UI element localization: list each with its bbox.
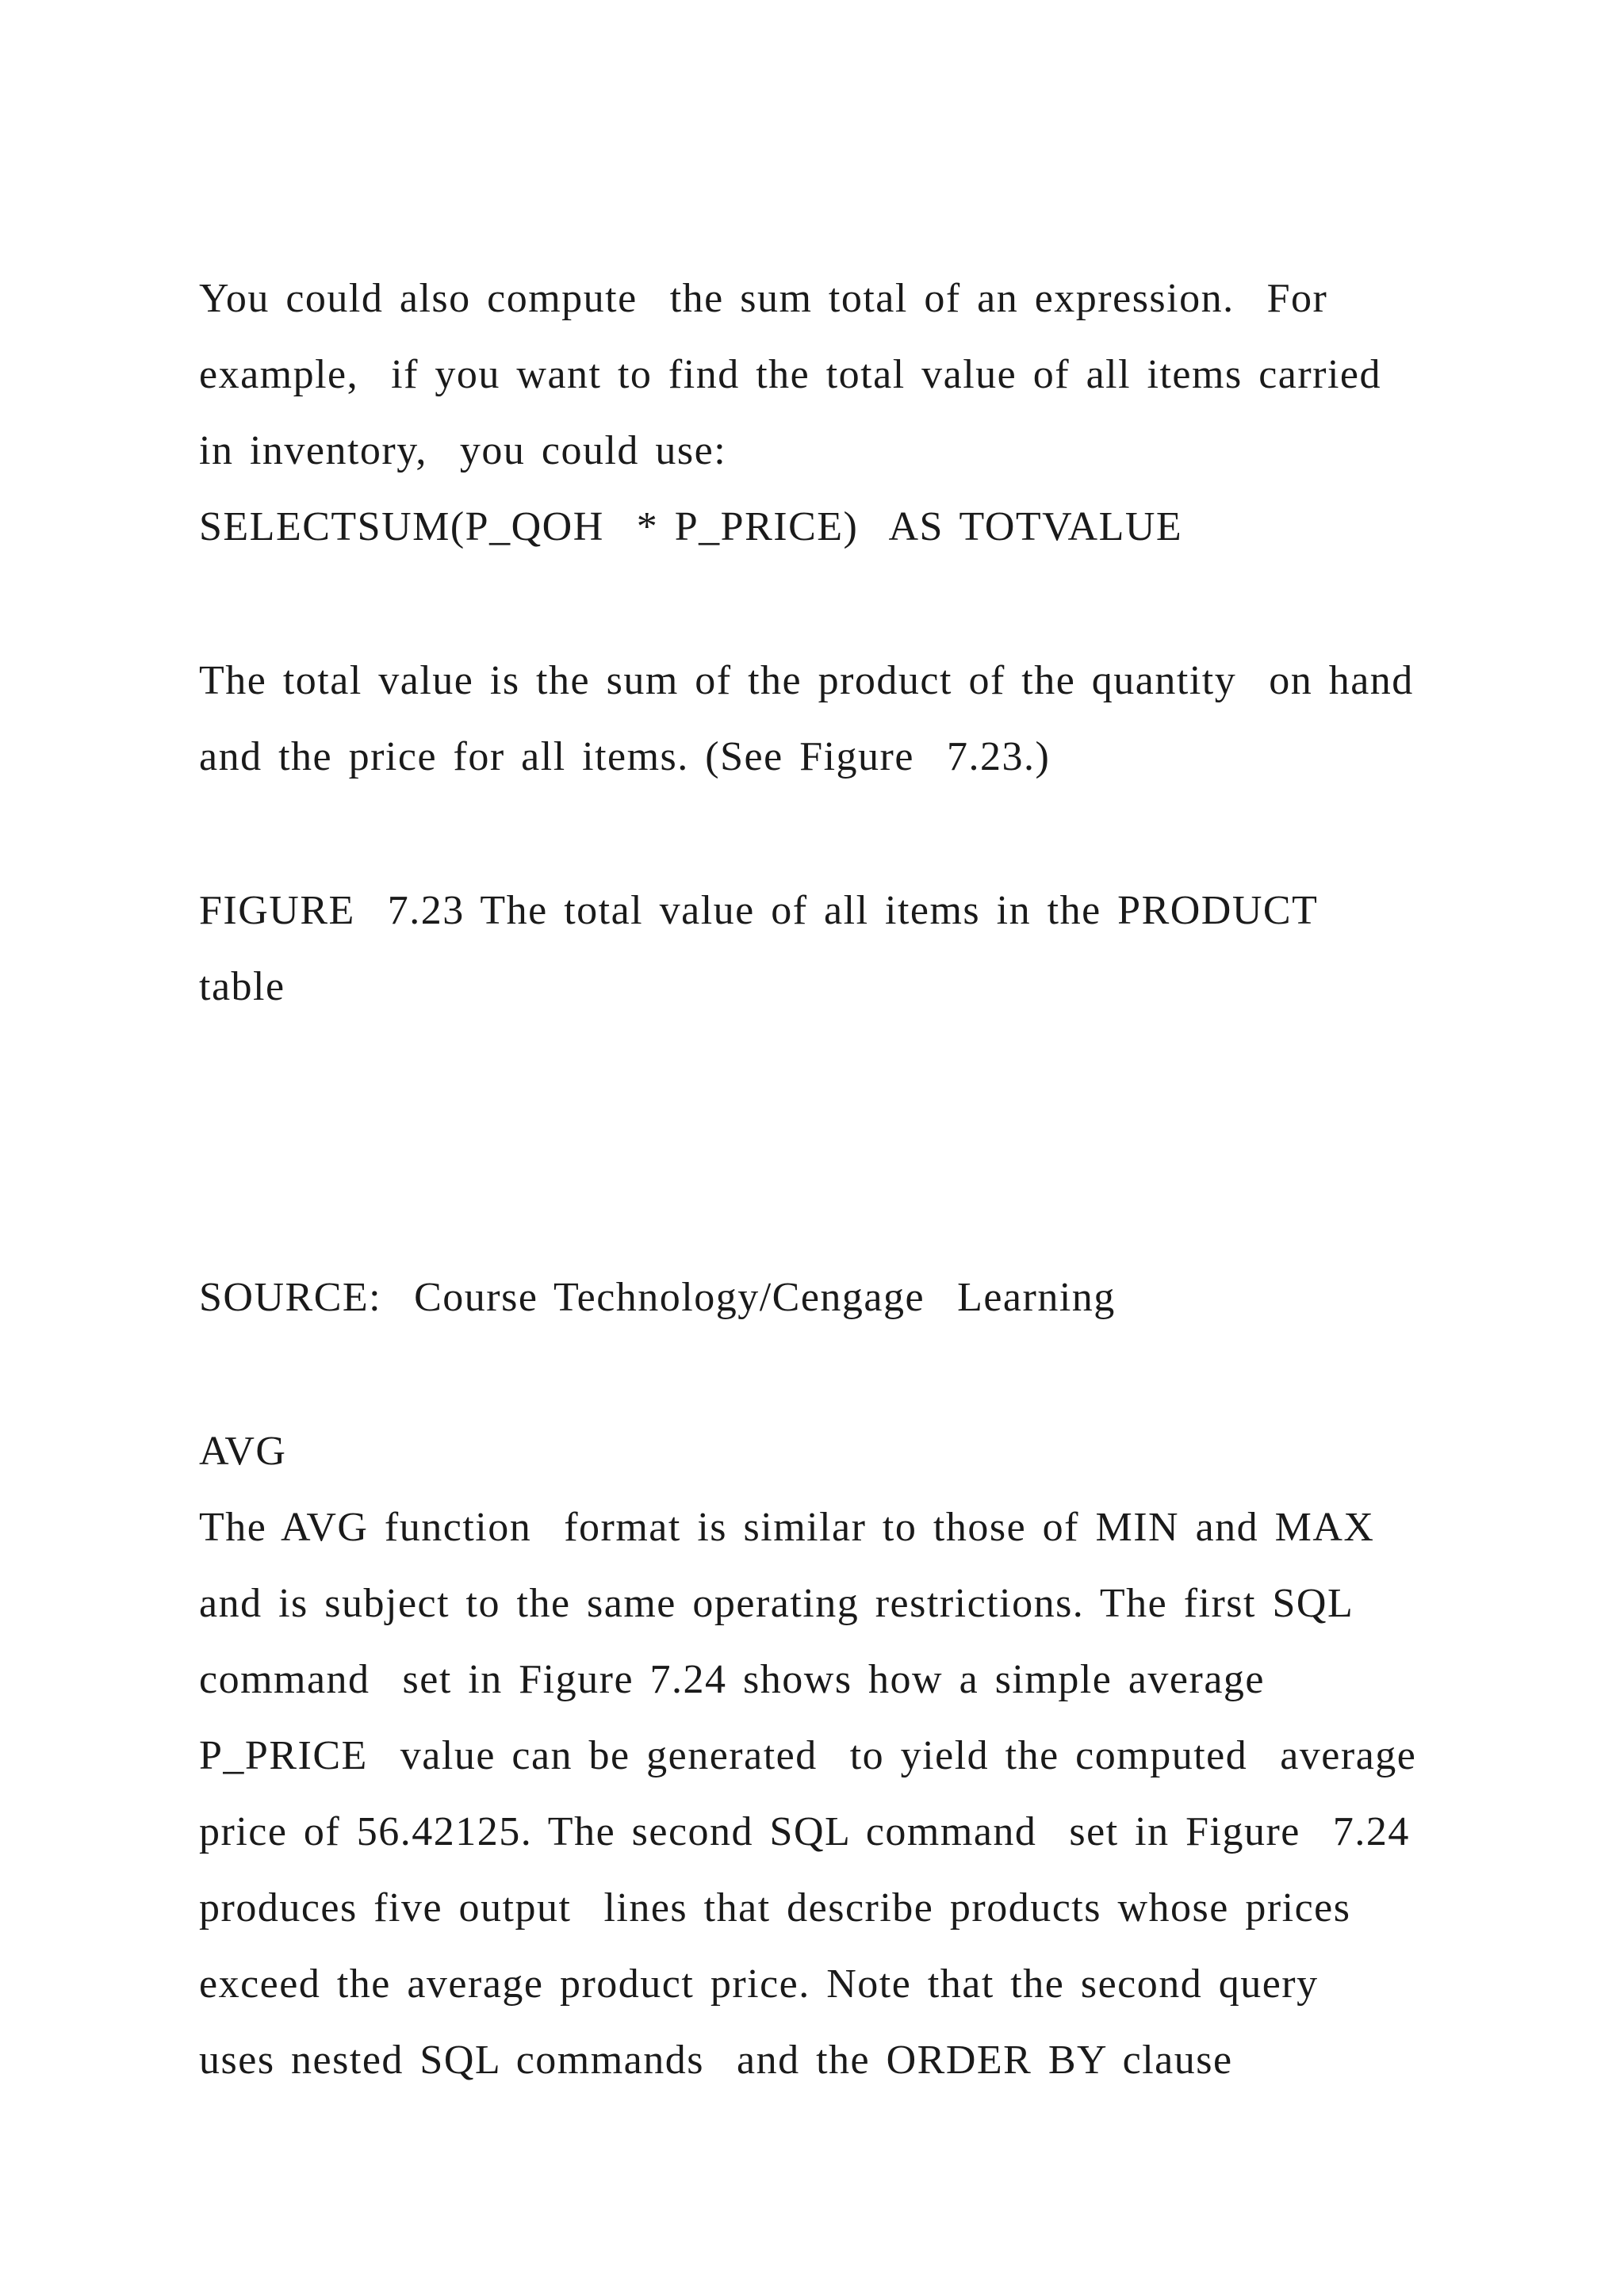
sql-statement: SELECTSUM(P_QOH * P_PRICE) AS TOTVALUE	[199, 504, 1183, 549]
paragraph-line: example, if you want to find the total value of all items carried	[199, 352, 1382, 397]
paragraph-line: price of 56.42125. The second SQL command set in Figure 7.24	[199, 1809, 1410, 1854]
source-credit: SOURCE: Course Technology/Cengage Learning	[199, 1275, 1116, 1320]
paragraph-line: The AVG function format is similar to those of MIN and MAX	[199, 1505, 1375, 1550]
paragraph-line: command set in Figure 7.24 shows how a simple average	[199, 1657, 1265, 1702]
paragraph-line: and the price for all items. (See Figure 7.23.)	[199, 734, 1051, 779]
paragraph-line: P_PRICE value can be generated to yield the computed average	[199, 1733, 1417, 1778]
paragraph-line: produces five output lines that describe products whose prices	[199, 1885, 1351, 1931]
figure-caption: FIGURE 7.23 The total value of all items in the PRODUCT	[199, 888, 1319, 933]
paragraph-line: in inventory, you could use:	[199, 428, 727, 473]
paragraph-line: and is subject to the same operating restrictions. The first SQL	[199, 1581, 1354, 1626]
paragraph-line: exceed the average product price. Note that the second query	[199, 1961, 1319, 2007]
section-heading: AVG	[199, 1429, 287, 1474]
paragraph-line: uses nested SQL commands and the ORDER BY clause	[199, 2038, 1233, 2083]
figure-caption: table	[199, 964, 285, 1009]
paragraph-line: You could also compute the sum total of an expression. For	[199, 276, 1328, 321]
paragraph-line: The total value is the sum of the product of the quantity on hand	[199, 658, 1414, 703]
